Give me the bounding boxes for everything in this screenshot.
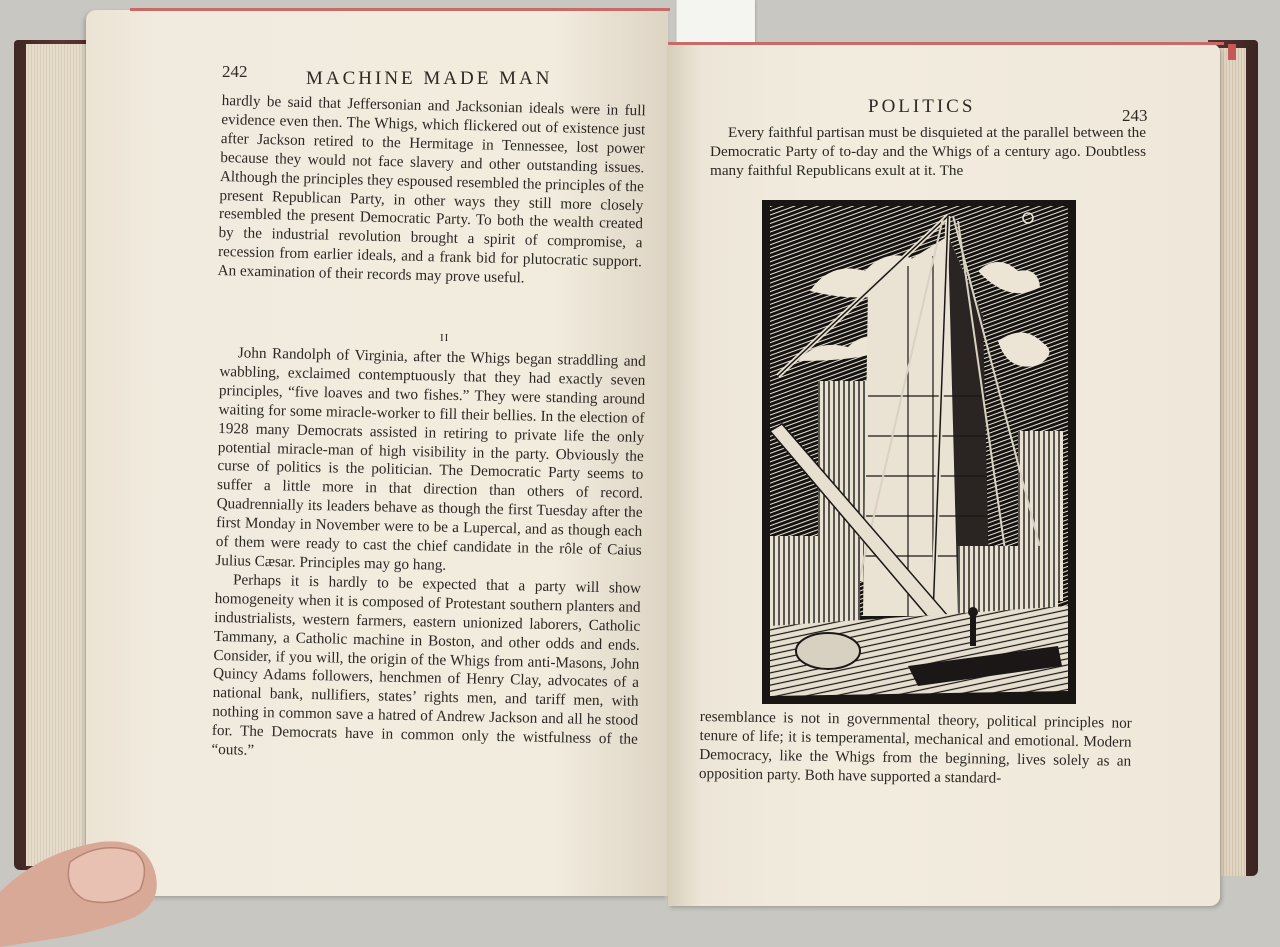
paragraph: Perhaps it is hardly to be expected that a party will show homogeneity when it is composed of Protestant southern planters and industrialists, western farmers, eastern unionized laborers, Catholic Tammany, a Catholic machine in Boston, and other odds and ends. Consider, if you will, the origin of the Whigs from anti-Masons, John Quincy Adams followers, henchmen of Henry Clay, advocates of a national bank, nullifiers, states’ rights men, and tariff men, with nothing in common save a hatred of Andrew Jackson and all he stood for. The Democrats have in common only the wistfulness of the “outs.” bbox=[211, 571, 642, 759]
paragraph: John Randolph of Virginia, after the Whigs began straddling and wabbling, exclaimed contemptuously that they had exactly seven principles, “five loaves and two fishes.” They were standing around waiting for some miracle-worker to fill their bellies. In the election of 1928 many Democrats assisted in retiring to private life the only potential miracle-man of high visibility in the party. Obviously the curse of politics is the politician. The Democratic Party seems to suffer a little more in that direction than others of record. Quadrennially its leaders behave as though the first Tuesday after the first Monday in November were to be a Lupercal, and as though each of them were ready to cast the chief candidate in the rôle of Caius Julius Cæsar. Principles may go hang. bbox=[215, 344, 646, 574]
right-text-bottom bbox=[699, 708, 1132, 790]
page-number-right: 243 bbox=[1122, 106, 1148, 125]
running-head-left: MACHINE MADE MAN bbox=[306, 68, 553, 89]
section-number: II bbox=[440, 332, 450, 344]
woodcut-illustration bbox=[758, 196, 1080, 708]
thumb bbox=[0, 832, 160, 947]
paragraph: hardly be said that Jeffersonian and Jacksonian ideals were in full evidence even then. The Whigs, which flickered out of existence just after Jackson retired to the Hermitage in Tennessee, lost power because they would not face slavery and other outstanding issues. Although the principles they espoused resembled the principles of the present Republican Party, in other ways they still more closely resembled the present Democratic Party. To both the wealth created by the industrial revolution brought a spirit of compromise, a recession from earlier ideals, and a frank bid for plutocratic support. An examination of their records may prove useful. bbox=[217, 92, 646, 287]
top-edge-red-left bbox=[130, 8, 670, 11]
left-text-bottom bbox=[211, 344, 646, 769]
paragraph: Every faithful partisan must be disquieted at the parallel between the Democratic Party of to-day and the Whigs of a century ago. Doubtless many faithful Republicans exult at it. The bbox=[710, 124, 1146, 179]
page-number-left: 242 bbox=[222, 62, 248, 81]
page-edge-red-corner bbox=[1228, 44, 1236, 60]
running-head-right: POLITICS bbox=[868, 96, 976, 117]
right-text-top bbox=[710, 124, 1146, 181]
bookmark-slip bbox=[676, 0, 755, 48]
top-edge-red-right bbox=[668, 42, 1224, 45]
paragraph: resemblance is not in governmental theory, political principles nor tenure of life; it is temperamental, mechanical and emotional. Modern Democracy, like the Whigs from the beginning, lives solely as an opposition party. Both have supported a standard- bbox=[698, 708, 1132, 787]
left-text-top bbox=[217, 92, 645, 291]
